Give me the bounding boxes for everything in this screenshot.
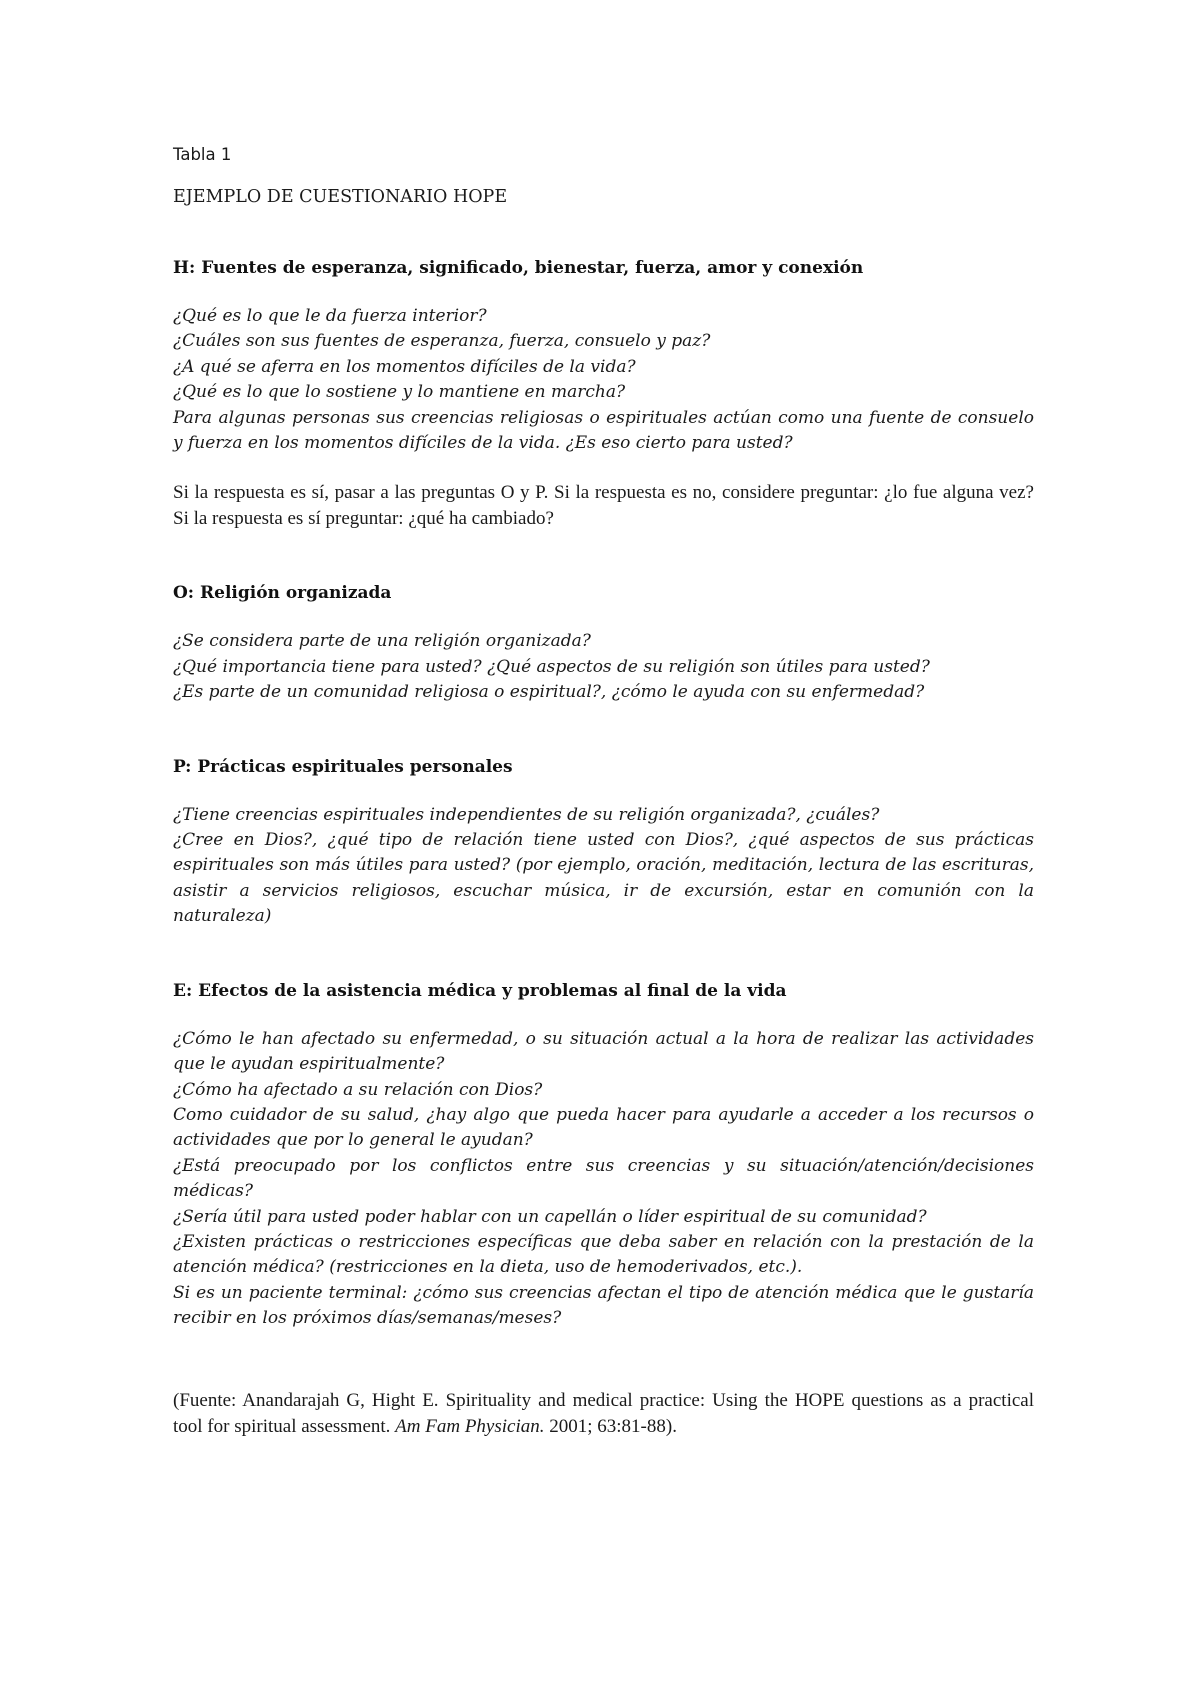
source-citation: [173, 1388, 1034, 1440]
spacer: [173, 706, 1034, 755]
document-body: [173, 143, 1034, 1440]
question-item: ¿Cómo ha afectado a su relación con Dios?: [173, 1079, 543, 1100]
question-item: ¿Es parte de un comunidad religiosa o espiritual?, ¿cómo le ayuda con su enfermedad?: [173, 682, 925, 703]
question-item: ¿Cree en Dios?, ¿qué tipo de relación tiene usted con Dios?, ¿qué aspectos de sus prácticas espirituales son más útiles para usted? (por ejemplo, oración, meditación, lectura de las escrituras, asistir a servicios religiosos, escuchar música, ir de excursión, estar en comunión con la naturaleza): [173, 830, 1034, 927]
source-suffix: 2001; 63:81-88).: [544, 1415, 677, 1437]
source-journal: Am Fam Physician.: [395, 1415, 545, 1437]
table-label: Tabla 1: [173, 145, 232, 164]
spacer: [173, 456, 1034, 480]
question-item: Como cuidador de su salud, ¿hay algo que pueda hacer para ayudarle a acceder a los recursos o actividades que por lo general le ayudan?: [173, 1104, 1034, 1151]
question-list-e: [173, 1027, 1034, 1332]
document-title: EJEMPLO DE CUESTIONARIO HOPE: [173, 187, 508, 207]
spacer: [173, 532, 1034, 581]
question-item: ¿Qué es lo que le da fuerza interior?: [173, 306, 487, 326]
section-heading-p: P: Prácticas espirituales personales: [173, 756, 513, 777]
question-list-p: [173, 803, 1034, 930]
question-item: ¿Qué es lo que lo sostiene y lo mantiene en marcha?: [173, 382, 626, 403]
question-item: ¿A qué se aferra en los momentos difíciles de la vida?: [173, 356, 636, 377]
question-list-o: [173, 629, 1034, 705]
question-item: Si es un paciente terminal: ¿cómo sus creencias afectan el tipo de atención médica que le gustaría recibir en los próximos días/semanas/meses?: [173, 1282, 1034, 1329]
question-item: ¿Cuáles son sus fuentes de esperanza, fuerza, consuelo y paz?: [173, 331, 711, 352]
section-heading-h: H: Fuentes de esperanza, significado, bienestar, fuerza, amor y conexión: [173, 258, 864, 278]
question-item: ¿Está preocupado por los conflictos entre sus creencias y su situación/atención/decisiones médicas?: [173, 1155, 1034, 1202]
question-item: Para algunas personas sus creencias religiosas o espirituales actúan como una fuente de consuelo y fuerza en los momentos difíciles de la vida. ¿Es eso cierto para usted?: [173, 407, 1034, 454]
question-item: ¿Qué importancia tiene para usted? ¿Qué aspectos de su religión son útiles para usted?: [173, 656, 930, 677]
spacer: [173, 930, 1034, 979]
question-item: ¿Se considera parte de una religión organizada?: [173, 631, 591, 652]
section-heading-e: E: Efectos de la asistencia médica y problemas al final de la vida: [173, 980, 787, 1001]
question-item: ¿Sería útil para usted poder hablar con un capellán o líder espiritual de su comunidad?: [173, 1206, 927, 1227]
question-item: ¿Existen prácticas o restricciones específicas que deba saber en relación con la prestación de la atención médica? (restricciones en la dieta, uso de hemoderivados, etc.).: [173, 1231, 1034, 1278]
spacer: [173, 1332, 1034, 1388]
section-heading-o: O: Religión organizada: [173, 583, 392, 604]
question-list-h: [173, 304, 1034, 456]
source-prefix: (Fuente: Anandarajah G, Hight E. Spirituality and medical practice: Using the HOPE questions as a practical tool for spiritual assessment.: [173, 1389, 1034, 1437]
section-h-note: Si la respuesta es sí, pasar a las preguntas O y P. Si la respuesta es no, considere preguntar: ¿lo fue alguna vez? Si la respuesta es sí preguntar: ¿qué ha cambiado?: [173, 482, 1034, 530]
question-item: ¿Cómo le han afectado su enfermedad, o su situación actual a la hora de realizar las actividades que le ayudan espiritualmente?: [173, 1028, 1034, 1075]
question-item: ¿Tiene creencias espirituales independientes de su religión organizada?, ¿cuáles?: [173, 804, 880, 825]
